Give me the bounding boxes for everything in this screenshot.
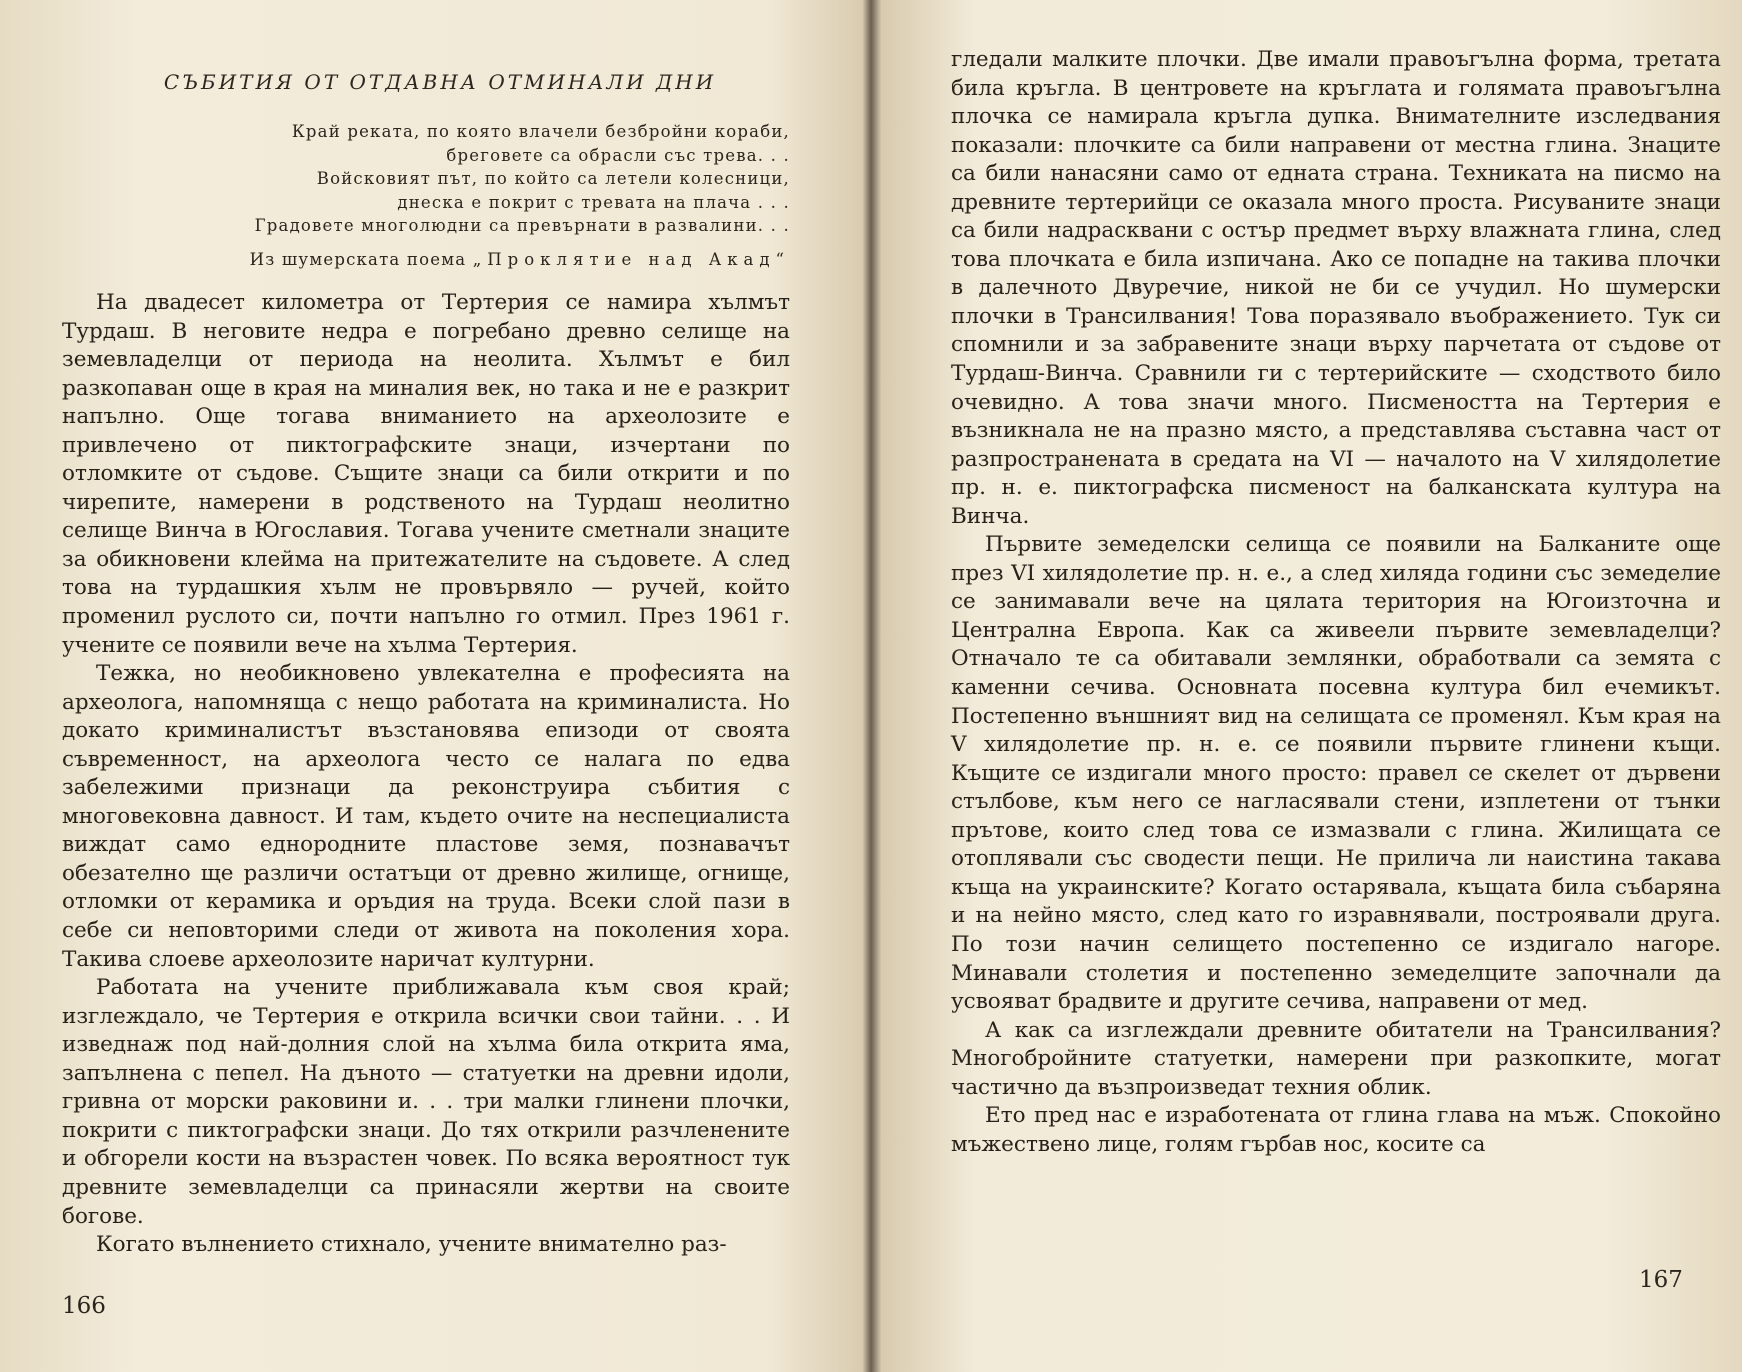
right-body-text: [951, 46, 1721, 1159]
right-page: [871, 0, 1742, 1372]
paragraph: Ето пред нас е изработената от глина глава на мъж. Спокойно мъжествено лице, голям гърбав нос, косите са: [951, 1103, 1721, 1157]
paragraph: Когато вълнението стихнало, учените внимателно раз-: [96, 1232, 727, 1258]
epigraph-line: Край реката, по която влачели безбройни кораби,: [291, 122, 790, 141]
page-number-left: 166: [62, 1293, 106, 1319]
epigraph-source: [150, 248, 790, 272]
page-number-right: 167: [1639, 1267, 1683, 1293]
paragraph: А как са изглеждали древните обитатели на Трансилвания? Многобройните статуетки, намерени при разкопките, могат частично да възпроизведат техния облик.: [951, 1017, 1721, 1100]
epigraph-source-prefix: Из шумерската поема: [249, 249, 467, 269]
paragraph: Тежка, но необикновено увлекателна е професията на археолога, напомняща с нещо работата на криминалиста. Но докато криминалистът възстановява епизоди от своята съвременност, на археолога често се налага по едва забележими признаци да реконструира събития с многовековна давност. И там, където очите на неспециалиста виждат само еднородните пластове земя, познавачът обезателно ще различи остатъци от древно жилище, огнище, отломки от керамика и оръдия на труда. Всеки слой пази в себе си неповторими следи от живота на поколения хора. Такива слоеве археолозите наричат културни.: [62, 661, 790, 972]
paragraph: На двадесет километра от Тертерия се намира хълмът Турдаш. В неговите недра е погребано древно селище на земевладелци от периода на неолита. Хълмът е бил разкопаван още в края на миналия век, но така и не е разкрит напълно. Още тогава вниманието на археолозите е привлечено от пиктографските знаци, изчертани по отломките от съдове. Същите знаци са били открити и по чирепите, намерени в родственото на Турдаш неолитно селище Винча в Югославия. Тогава учените сметнали знаците за обикновени клейма на притежателите на съдовете. А след това на турдашкия хълм не провървяло — ручей, който променил руслото си, почти напълно го отмил. През 1961 г. учените се появили вече на хълма Тертерия.: [62, 290, 790, 658]
epigraph-line: Войсковият път, по който са летели колесници,: [316, 169, 790, 188]
epigraph-line: днеска е покрит с тревата на плача . . .: [397, 192, 790, 212]
epigraph: [150, 120, 790, 271]
paragraph: Работата на учените приближавала към своя край; изглеждало, че Тертерия е открила всички свои тайни. . . И изведнаж под най-долния слой на хълма била открита яма, запълнена с пепел. На дъното — статуетки на древни идоли, гривна от морски раковини и. . . три малки глинени плочки, покрити с пиктографски знаци. До тях открили разчленените и обгорели кости на възрастен човек. По всяка вероятност тук древните земевладелци са принасяли жертви на своите богове.: [62, 975, 790, 1229]
epigraph-line: Градовете многолюдни са превърнати в развалини. . .: [254, 216, 790, 235]
epigraph-source-title: „Проклятие над Акад“: [472, 249, 790, 269]
left-body-text: [62, 289, 790, 1260]
paragraph: гледали малките плочки. Две имали правоъгълна форма, третата била кръгла. В центровете на кръглата и голямата правоъгълна плочка се намирала кръгла дупка. Внимателните изследвания показали: плочките са били направени от местна глина. Знаците са били нанасяни само от едната страна. Техниката на писмо на древните тертерийци се оказала много проста. Рисуваните знаци са били надрасквани с остър предмет върху влажната глина, след това плочката е била изпичана. Ако се попадне на такива плочки в далечното Двуречие, никой не би се учудил. Но шумерски плочки в Трансилвания! Това поразявало въображението. Тук си спомнили и за забравените знаци върху парчетата от съдове от Турдаш-Винча. Сравнили ги с тертерийските — сходството било очевидно. А това значи много. Писмеността на Тертерия е възникнала не на празно място, а представлява съставна част от разпространената в средата на VI — началото на V хилядолетие пр. н. е. пиктографска писменост на балканската култура на Винча.: [951, 47, 1721, 529]
paragraph: Първите земеделски селища се появили на Балканите още през VI хилядолетие пр. н. е., а след хиляда години със земеделие се занимавали вече на цялата територия на Югоизточна и Централна Европа. Как са живеели първите земевладелци? Отначало те са обитавали землянки, обработвали са земята с каменни сечива. Основната посевна култура бил ечемикът. Постепенно външният вид на селищата се променял. Към края на V хилядолетие пр. н. е. се появили първите глинени къщи. Къщите се издигали много просто: правел се скелет от дървени стълбове, към него се нагласявали стени, изплетени от тънки прътове, които след това се измазвали с глина. Жилищата се отоплявали със сводести пещи. Не прилича ли наистина такава къща на украинските? Когато остарявала, къщата била събаряна и на нейно място, след като го изравнявали, построявали друга. По този начин селището постепенно се издигало нагоре. Минавали столетия и постепенно земеделците започнали да усвояват брадвите и другите сечива, направени от мед.: [951, 532, 1721, 1015]
epigraph-line: бреговете са обрасли със трева. . .: [446, 145, 790, 165]
chapter-title: СЪБИТИЯ ОТ ОТДАВНА ОТМИНАЛИ ДНИ: [163, 70, 717, 94]
